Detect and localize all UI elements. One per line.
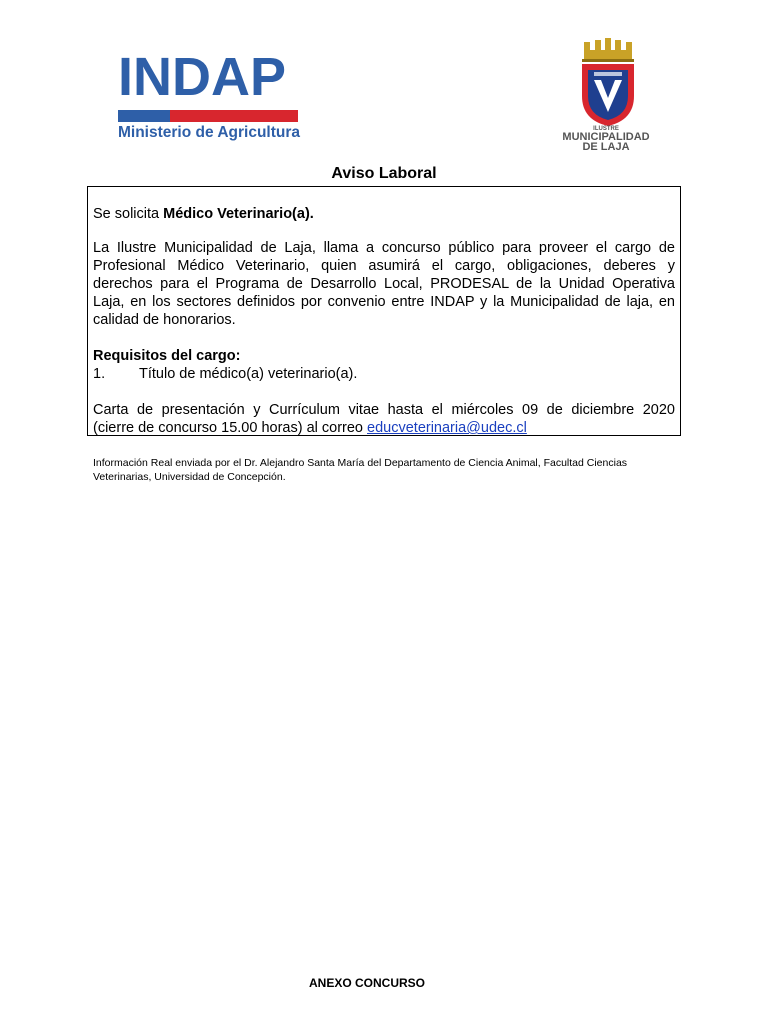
email-link[interactable]: educveterinaria@udec.cl [367, 420, 527, 436]
requirements-heading: Requisitos del cargo: [93, 348, 241, 364]
requirement-text: Título de médico(a) veterinario(a). [139, 366, 358, 382]
paragraph-line-5: calidad de honorarios. [93, 312, 236, 328]
laja-logo-line-1: ILUSTRE [593, 126, 619, 132]
indap-color-bar [118, 110, 298, 122]
laja-logo-line-2: MUNICIPALIDAD [562, 131, 650, 143]
intro-prefix: Se solicita [93, 206, 164, 222]
indap-bar-blue [118, 110, 170, 122]
intro-line [93, 205, 314, 223]
indap-logo [112, 44, 308, 154]
paragraph-line-3: derechos para el Programa de Desarrollo Local, PRODESAL de la Unidad Operativa [93, 276, 675, 292]
intro-position: Médico Veterinario(a). [163, 206, 314, 222]
laja-crest-icon [548, 38, 664, 126]
laja-logo-line-3: DE LAJA [582, 141, 630, 153]
source-note-line-1: Información Real enviada por el Dr. Alejandro Santa María del Departamento de Ciencia Animal, Facultad Ciencias [93, 457, 628, 469]
page-title: Aviso Laboral [331, 165, 437, 182]
indap-bar-red [170, 110, 298, 122]
laja-logo [548, 38, 664, 156]
closing-prefix: (cierre de concurso 15.00 horas) al correo [93, 420, 368, 436]
paragraph-line-2: Profesional Médico Veterinario, quien asumirá el cargo, obligaciones, deberes y [93, 258, 675, 274]
indap-logo-text: INDAP [118, 47, 287, 107]
paragraph-line-4: Laja, en los sectores definidos por convenio entre INDAP y la Municipalidad de laja, en [93, 294, 675, 310]
footer-annex-title: ANEXO CONCURSO [308, 976, 425, 990]
requirement-number: 1. [93, 366, 106, 382]
indap-subtitle: Ministerio de Agricultura [118, 124, 301, 141]
source-note-line-2: Veterinarias, Universidad de Concepción. [93, 471, 286, 483]
paragraph-line-1: La Ilustre Municipalidad de Laja, llama a concurso público para proveer el cargo de [93, 240, 675, 256]
requirement-item [93, 365, 357, 383]
closing-line-2 [93, 419, 527, 437]
closing-line-1: Carta de presentación y Currículum vitae hasta el miércoles 09 de diciembre 2020 [93, 402, 675, 418]
